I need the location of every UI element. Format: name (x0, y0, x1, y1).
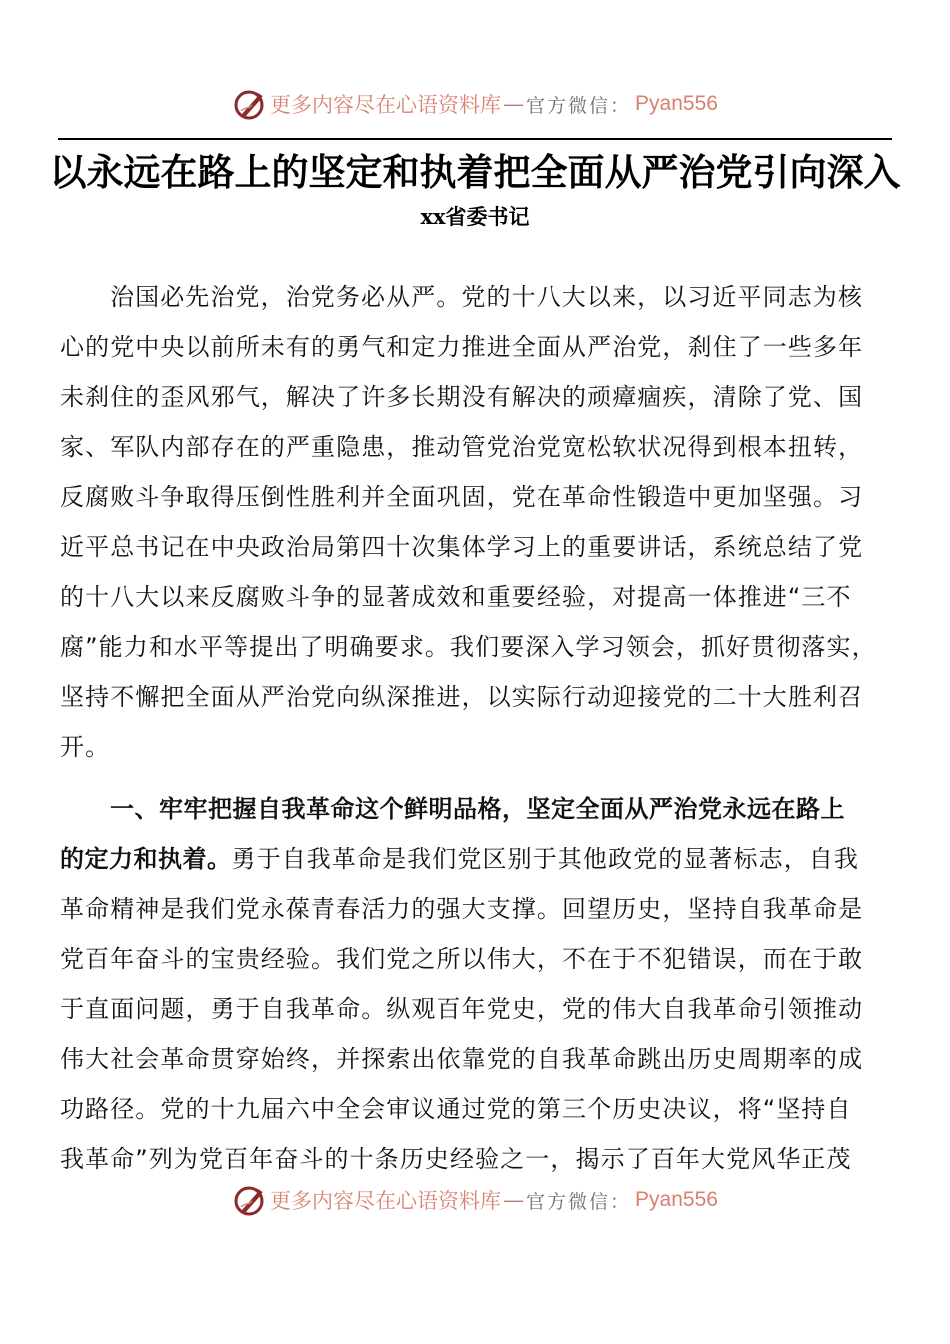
section-1-paragraph (60, 784, 895, 1184)
text-line: 党百年奋斗的宝贵经验。我们党之所以伟大，不在于不犯错误，而在于敢 (60, 945, 864, 973)
text-line: 腐”能力和水平等提出了明确要求。我们要深入学习领会，抓好贯彻落实， (60, 633, 877, 661)
text-line: 治国必先治党，治党务必从严。党的十八大以来，以习近平同志为核 (110, 283, 863, 311)
text-line: 我革命”列为党百年奋斗的十条历史经验之一，揭示了百年大党风华正茂 (60, 1145, 852, 1173)
document-title: 以永远在路上的坚定和执着把全面从严治党引向深入 (49, 150, 901, 194)
watermark-dash: — (503, 92, 525, 116)
intro-paragraph (60, 272, 895, 772)
watermark-wechat-id: Pyan556 (635, 92, 718, 115)
text-line: 反腐败斗争取得压倒性胜利并全面巩固，党在革命性锻造中更加坚强。习 (60, 483, 864, 511)
text-line: 坚持不懈把全面从严治党向纵深推进，以实际行动迎接党的二十大胜利召 (60, 683, 864, 711)
section-1-heading (60, 784, 895, 834)
text-line: 功路径。党的十九届六中全会审议通过党的第三个历史决议，将“坚持自 (60, 1095, 852, 1123)
watermark-brand-text: 更多内容尽在心语资料库 (270, 93, 502, 117)
text-line: 未刹住的歪风邪气，解决了许多长期没有解决的顽瘴痼疾，清除了党、国 (60, 383, 864, 411)
header-rule (58, 138, 892, 140)
watermark-label: 官方微信： (526, 94, 632, 117)
watermark-dash: — (503, 1188, 525, 1212)
section-1-text: 勇于自我革命是我们党区别于其他政党的显著标志，自我 (231, 845, 859, 873)
watermark-banner-top (0, 86, 950, 122)
document-author: xx省委书记 (420, 204, 530, 229)
text-line: 的十八大以来反腐败斗争的显著成效和重要经验，对提高一体推进“三不 (60, 583, 852, 611)
text-line: 心的党中央以前所未有的勇气和定力推进全面从严治党，刹住了一些多年 (60, 333, 864, 361)
quill-pen-logo-icon (232, 1183, 266, 1217)
quill-pen-logo-icon (232, 87, 266, 121)
text-line: 伟大社会革命贯穿始终，并探索出依靠党的自我革命跳出历史周期率的成 (60, 1045, 864, 1073)
text-line: 家、军队内部存在的严重隐患，推动管党治党宽松软状况得到根本扭转， (60, 433, 864, 461)
watermark-brand-text: 更多内容尽在心语资料库 (270, 1189, 502, 1213)
watermark-wechat-id: Pyan556 (635, 1188, 718, 1211)
text-line: 革命精神是我们党永葆青春活力的强大支撑。回望历史，坚持自我革命是 (60, 895, 864, 923)
text-line: 开。 (60, 733, 111, 761)
text-line (60, 834, 895, 884)
document-body (60, 272, 895, 1184)
text-line: 于直面问题，勇于自我革命。纵观百年党史，党的伟大自我革命引领推动 (60, 995, 864, 1023)
section-1-heading-end: 的定力和执着。 (60, 845, 232, 873)
section-1-heading-text: 一、牢牢把握自我革命这个鲜明品格，坚定全面从严治党永远在路上 (110, 795, 845, 823)
text-line: 近平总书记在中央政治局第四十次集体学习上的重要讲话，系统总结了党 (60, 533, 864, 561)
watermark-banner-bottom (0, 1182, 950, 1218)
watermark-label: 官方微信： (526, 1190, 632, 1213)
